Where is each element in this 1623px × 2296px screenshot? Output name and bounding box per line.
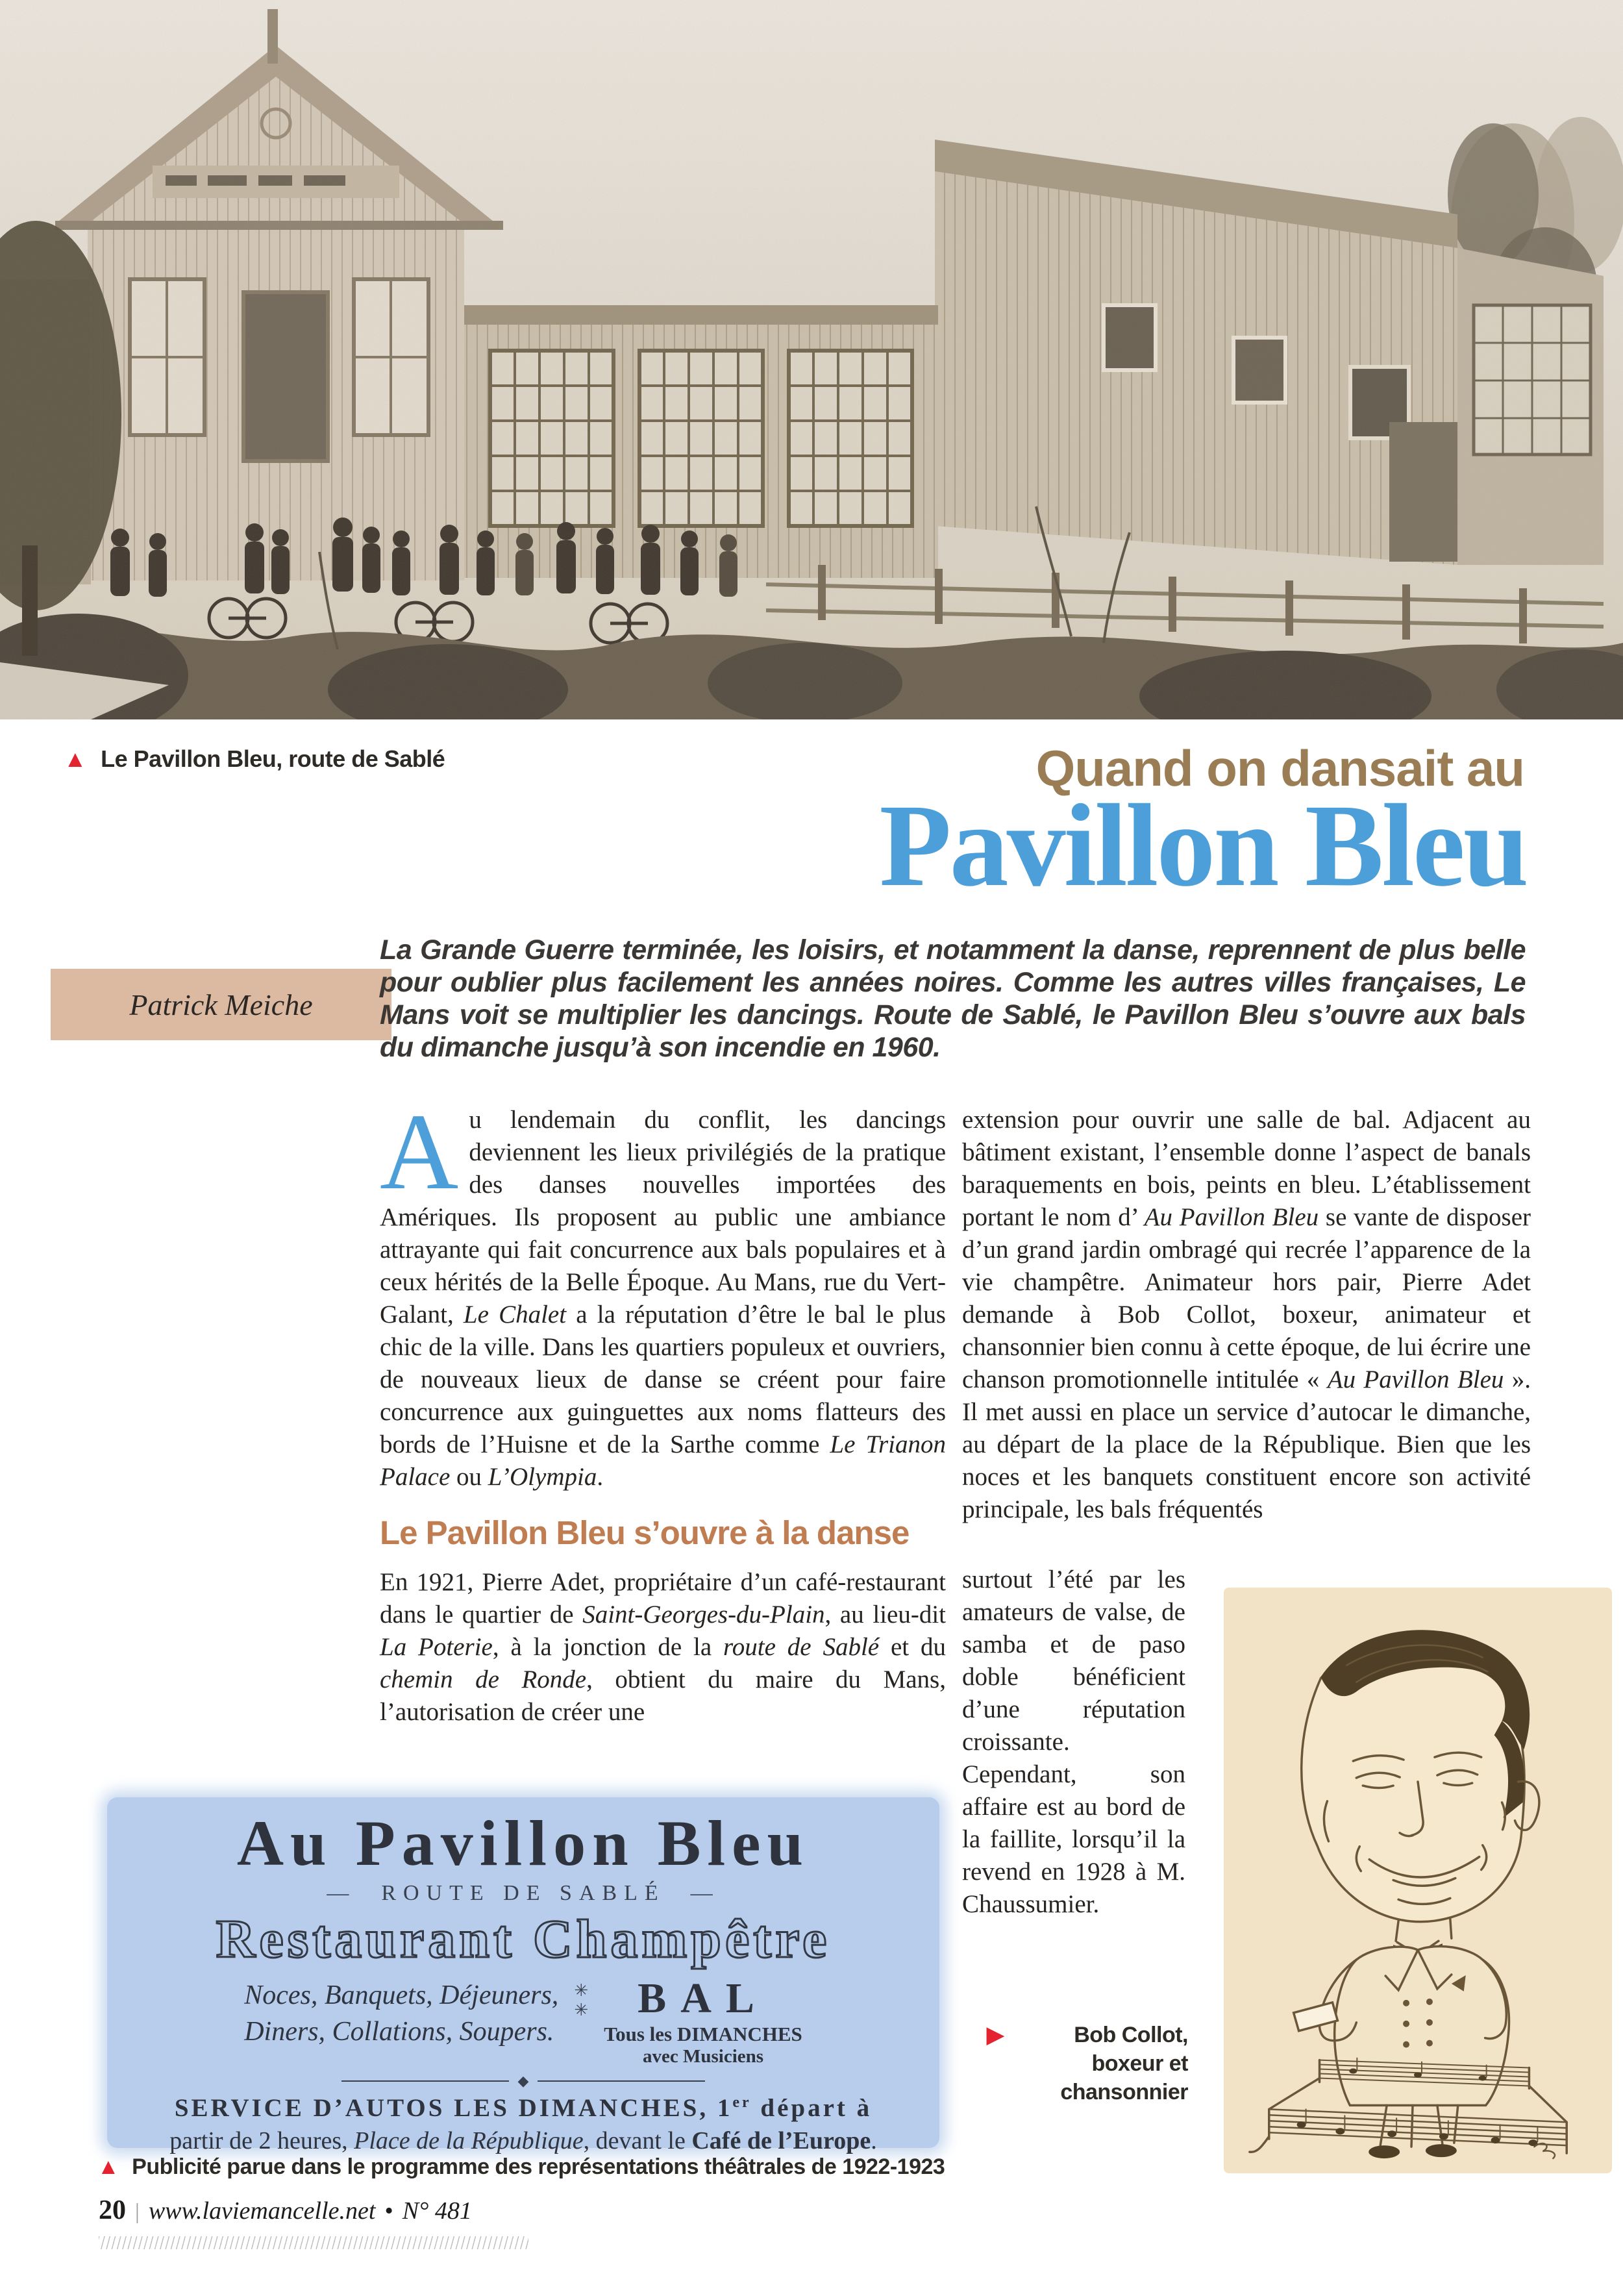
footer-separator: | [135,2200,140,2224]
ad-title: Au Pavillon Bleu [236,1807,810,1879]
section-heading: Le Pavillon Bleu s’ouvre à la danse [380,1514,910,1551]
ad-dash-left: — [327,1881,356,1905]
pavillon-bleu-photo [0,0,1623,719]
divider-line-right [538,2080,705,2082]
paragraph-2: En 1921, Pierre Adet, propriétaire d’un café-restaurant dans le quartier de Saint-Georges-du-Plain, au lieu-dit La Poterie, à la jonction de la route de Sablé et du chemin de Ronde, obtient du maire du Mans, l’autorisation de créer une [380,1568,947,1726]
bob-collot-caption [987,2021,1188,2106]
ad-bal-sub2: avec Musiciens [643,2046,764,2067]
article-title: Pavillon Bleu [879,780,1527,911]
ad-dash-right: — [690,1881,720,1905]
service1-suffix: départ à [751,2094,873,2122]
ad-route-line [107,1881,939,1906]
service2-prefix: partir de 2 heures, [169,2127,354,2154]
photo-caption-text: Le Pavillon Bleu, route de Sablé [101,745,445,772]
ad-caption-text: Publicité parue dans le programme des représentations théâtrales de 1922-1923 [132,2154,945,2179]
caption-triangle-up-icon: ▲ [97,2154,119,2179]
ad-bal: BAL [638,1975,769,2022]
ad-route-text: ROUTE DE SABLÉ [381,1881,665,1905]
author-box [51,969,391,1040]
caption-triangle-right-icon: ▶ [987,2023,1004,2047]
bob-collot-caricature [1224,1588,1612,2173]
photo-caption [64,745,445,773]
page-footer [99,2195,472,2226]
service2-mid: , devant le [583,2127,692,2154]
ad-menu-line1: Noces, Banquets, Déjeuners, [244,1980,559,2010]
paragraph-1: Au lendemain du conflit, les dancings deviennent les lieux privilégiés de la pratique des danses nouvelles importées des Amériques. Ils proposent au public une ambiance attrayante qui fait concurrence aux bals populaires et à ceux hérités de la Belle Époque. Au Mans, rue du Vert-Galant, Le Chalet a la réputation d’être le bal le plus chic de la ville. Dans les quartiers populeux et ouvriers, de nouveaux lieux de danse se créent pour faire concurrence aux guinguettes aux noms flatteurs des bords de l’Huisne et de la Sarthe comme Le Trianon Palace ou L’Olympia. [380,1092,946,1491]
ad-service-line1 [107,2093,939,2123]
pavillon-bleu-advertisement [107,1797,939,2154]
page-number: 20 [99,2195,126,2225]
service1-superscript: er [732,2094,752,2111]
ad-menu-line2: Diners, Collations, Soupers. [244,2017,554,2047]
dropcap: A [380,1092,459,1212]
ad-menu [244,1977,558,2050]
ad-divider [341,2074,705,2088]
diamond-ornament-icon: ◆ [517,2073,529,2089]
footer-site: www.laviemancelle.net [148,2197,376,2225]
ad-service-line2 [107,2127,939,2155]
divider-line-left [341,2080,509,2082]
ad-middle-block [107,1977,939,2067]
author-name: Patrick Meiche [129,988,313,1021]
column-right [962,1104,1531,1526]
column-left [380,1092,947,1728]
article-kicker: Quand on dansait au [1035,740,1524,797]
ad-caption [97,2154,945,2180]
footer-issue-number: N° 481 [402,2197,472,2225]
standfirst: La Grande Guerre terminée, les loisirs, et notamment la danse, reprennent de plus belle pour oublier plus facilement les années noires. Comme les autres villes françaises, Le Mans voit se multiplier les dancings. Route de Sablé, le Pavillon Bleu s’ouvre aux bals du dimanche jusqu’à son incendie en 1960. [380,934,1526,1063]
bob-collot-sketch [1224,1588,1612,2173]
footer-hatch-ornament [99,2236,528,2249]
ad-asterisk-ornament-icon: ✳ ✳ [574,1981,589,2019]
ad-bal-sub1: Tous les DIMANCHES [604,2023,802,2045]
service1-prefix: SERVICE D’AUTOS LES DIMANCHES, 1 [174,2094,733,2122]
ad-restaurant-line: Restaurant Champêtre [216,1909,831,1969]
service2-cafe: Café de l’Europe [691,2127,871,2154]
ad-bal-block [604,1977,802,2067]
pavillon-photo-illustration [0,0,1623,719]
paragraph-4: surtout l’été par les amateurs de valse, de samba et de paso doble bénéficient d’une réputation croissante. Cependant, son affaire est au bord de la faillite, lorsqu’il la revend en 1928 à M. Chaussumier. [962,1566,1185,1918]
caption-triangle-up-icon: ▲ [64,745,87,772]
paragraph-3: extension pour ouvrir une salle de bal. Adjacent au bâtiment existant, l’ensemble donne l’aspect de banals baraquements en bois, peints en bleu. L’établissement portant le nom d’ Au Pavillon Bleu se vante de disposer d’un grand jardin ombragé qui recrée l’apparence de la vie champêtre. Animateur hors pair, Pierre Adet demande à Bob Collot, boxeur, animateur et chansonnier bien connu à cette époque, de lui écrire une chanson promotionnelle intitulée « Au Pavillon Bleu ». Il met aussi en place un service d’autocar le dimanche, au départ de la place de la République. Bien que les noces et les banquets constituent encore son activité principale, les bals fréquentés [962,1106,1531,1523]
service2-place: Place de la République [354,2127,584,2154]
footer-bullet: • [384,2197,393,2225]
bob-collot-caption-text: Bob Collot, boxeur et chansonnier [1060,2023,1188,2104]
column-right-narrow [962,1564,1185,1921]
service2-end: . [871,2127,877,2154]
